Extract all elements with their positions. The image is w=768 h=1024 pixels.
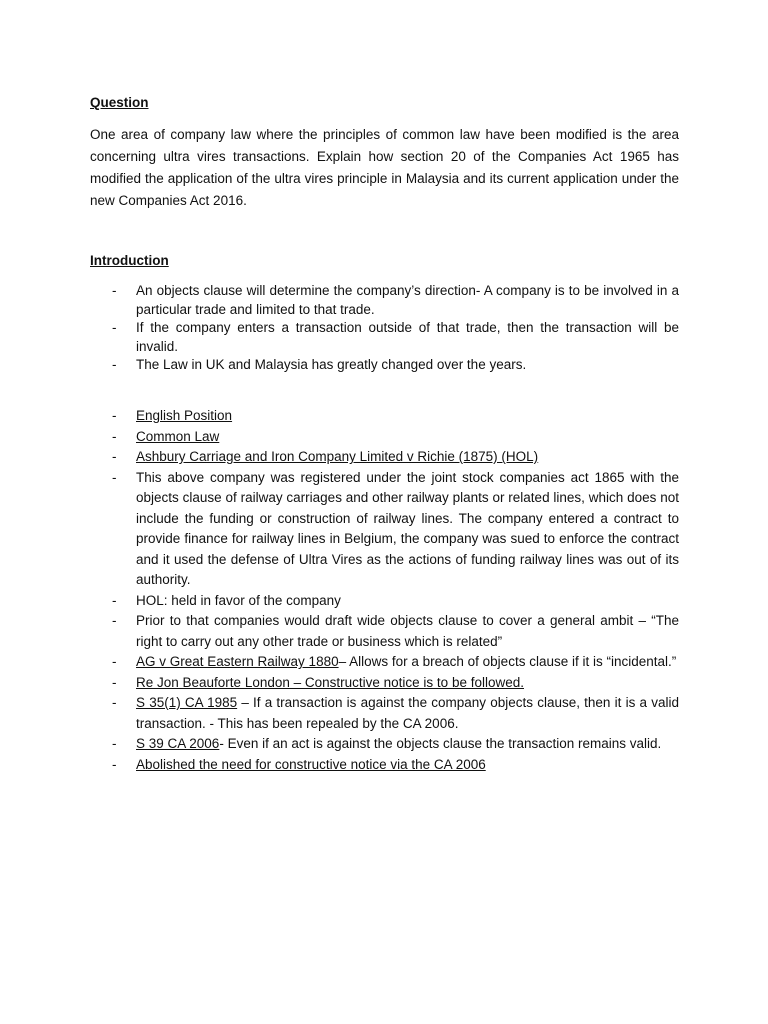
list-item <box>90 319 679 356</box>
introduction-list <box>90 282 679 375</box>
bullet-dash: - <box>112 592 117 608</box>
list-item-text: – Allows for a breach of objects clause if it is “incidental.” <box>338 654 677 669</box>
bullet-dash: - <box>112 357 117 372</box>
bullet-dash: - <box>112 283 117 298</box>
bullet-dash: - <box>112 449 117 464</box>
underlined-text: Abolished the need for constructive notice via the CA 2006 <box>136 756 486 772</box>
list-item <box>90 734 679 755</box>
bullet-dash: - <box>112 756 117 772</box>
list-item-text: If the company enters a transaction outside of that trade, then the transaction will be invalid. <box>136 320 679 354</box>
list-item <box>90 755 679 776</box>
list-item-text: – If a transaction is against the company objects clause, then it is a valid transaction. - This has been repealed by the CA 2006. <box>136 695 679 731</box>
list-item <box>90 468 679 591</box>
list-item <box>90 693 679 734</box>
english-position-list <box>90 406 679 775</box>
list-item <box>90 591 679 612</box>
underlined-text: English Position <box>136 408 233 423</box>
list-item-text: Prior to that companies would draft wide objects clause to cover a general ambit – “The right to carry out any other trade or business which is related” <box>136 613 679 649</box>
underlined-text: S 39 CA 2006 <box>136 736 220 751</box>
list-item-text: The Law in UK and Malaysia has greatly changed over the years. <box>136 357 527 372</box>
bullet-dash: - <box>112 613 117 628</box>
bullet-dash: - <box>112 408 117 423</box>
list-item <box>90 673 679 694</box>
underlined-text: Common Law <box>136 428 220 444</box>
bullet-dash: - <box>112 428 117 444</box>
underlined-text: Ashbury Carriage and Iron Company Limited v Richie (1875) (HOL) <box>136 449 539 464</box>
underlined-text: AG v Great Eastern Railway 1880 <box>136 654 339 669</box>
list-item <box>90 282 679 319</box>
bullet-dash: - <box>112 736 117 751</box>
bullet-dash: - <box>112 469 117 485</box>
list-item <box>90 611 679 652</box>
underlined-text: S 35(1) CA 1985 <box>136 695 238 710</box>
list-item <box>90 447 679 468</box>
bullet-dash: - <box>112 674 117 690</box>
list-item-text: HOL: held in favor of the company <box>136 592 341 608</box>
question-heading: Question <box>90 95 149 110</box>
list-item <box>90 356 679 375</box>
bullet-dash: - <box>112 320 117 335</box>
list-item <box>90 406 679 427</box>
list-item-text: This above company was registered under the joint stock companies act 1865 with the objects clause of railway carriages and other railway plants or related lines, which does not include the funding or construction of railway lines. The company entered a contract to provide finance for railway lines in Belgium, the company was sued to enforce the contract and it used the defense of Ultra Vires as the actions of funding railway lines was out of its authority. <box>136 469 679 587</box>
list-item <box>90 652 679 673</box>
introduction-heading: Introduction <box>90 253 169 268</box>
bullet-dash: - <box>112 695 117 710</box>
list-item-text: - Even if an act is against the objects clause the transaction remains valid. <box>219 736 662 751</box>
question-text: One area of company law where the principles of common law have been modified is the area concerning ultra vires transactions. Explain how section 20 of the Companies Act 1965 has modified the application of the ultra vires principle in Malaysia and its current application under the new Companies Act 2016. <box>90 127 679 208</box>
list-item <box>90 427 679 448</box>
bullet-dash: - <box>112 654 117 669</box>
underlined-text: Re Jon Beauforte London – Constructive notice is to be followed. <box>136 674 524 690</box>
list-item-text: An objects clause will determine the company’s direction- A company is to be involved in a particular trade and limited to that trade. <box>136 283 679 317</box>
